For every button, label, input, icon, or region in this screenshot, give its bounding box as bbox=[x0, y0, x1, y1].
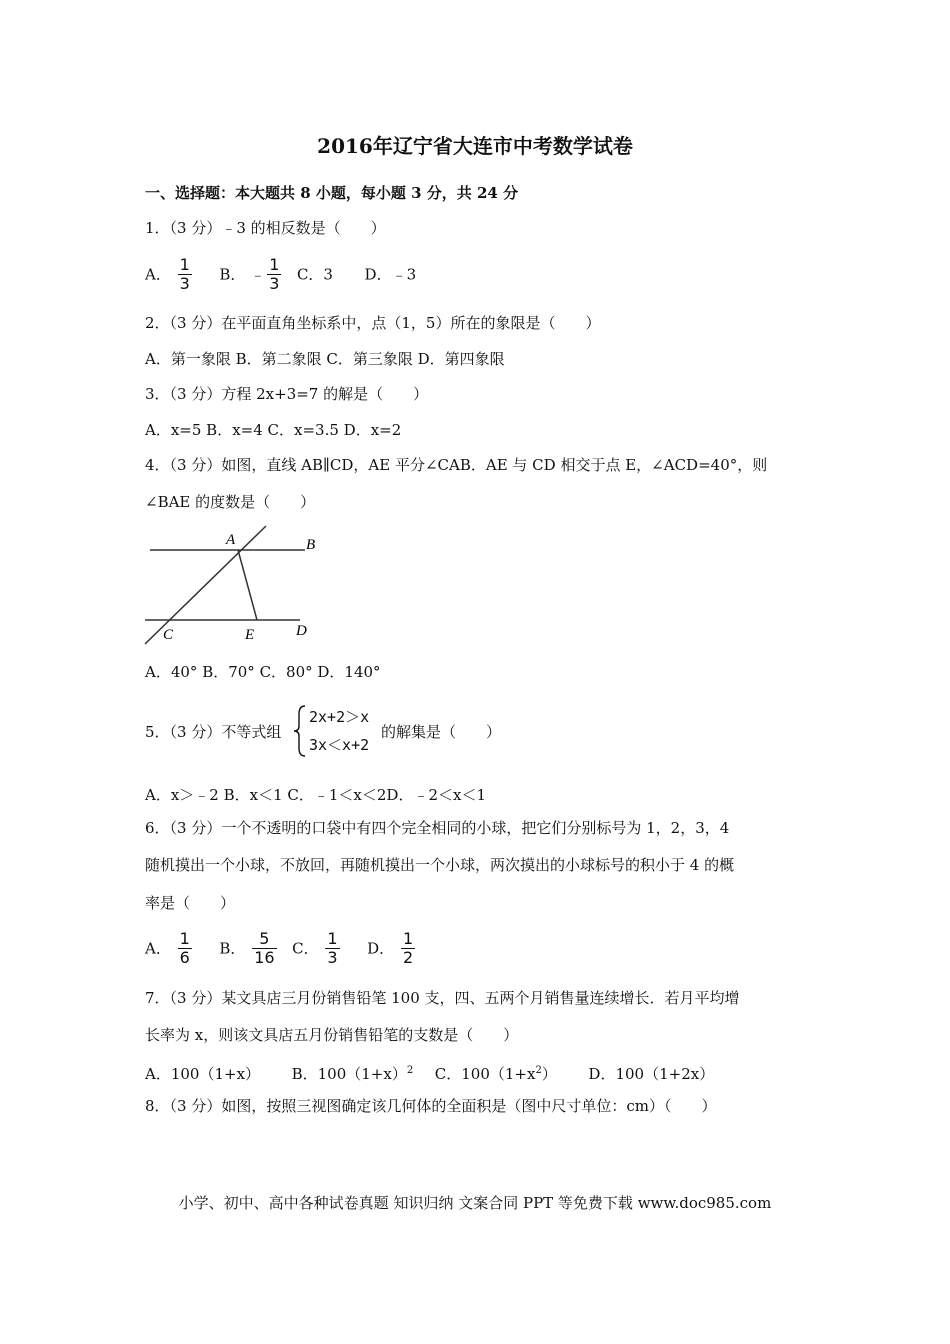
q1-b-sign: ﹣ bbox=[250, 265, 266, 284]
q7-b-sup: 2 bbox=[406, 1065, 414, 1076]
q1-options bbox=[145, 256, 416, 293]
q1-a-label: A． bbox=[145, 265, 171, 284]
q6-b-den: 16 bbox=[254, 948, 275, 967]
q6-b-label: B． bbox=[219, 939, 246, 958]
q6-b-fraction bbox=[252, 930, 276, 967]
q6-d-fraction bbox=[401, 930, 415, 967]
q6-c-num: 1 bbox=[327, 929, 338, 948]
page-title: 2016年辽宁省大连市中考数学试卷 bbox=[317, 134, 633, 158]
q6-c-den: 3 bbox=[327, 948, 338, 967]
q7-d: D．100（1+2x） bbox=[588, 1065, 715, 1083]
q7-b: B．100（1+x） bbox=[291, 1065, 407, 1083]
brace-icon bbox=[293, 704, 307, 758]
label-e: E bbox=[245, 627, 255, 643]
q6-c-fraction bbox=[325, 930, 339, 967]
q4-stem-line2: ∠BAE 的度数是（ ） bbox=[145, 493, 316, 511]
q6-options bbox=[145, 930, 417, 967]
q6-stem-line3: 率是（ ） bbox=[145, 894, 236, 912]
q7-options bbox=[145, 1061, 714, 1084]
label-b: B bbox=[306, 537, 316, 553]
q8-stem: 8．（3 分）如图，按照三视图确定该几何体的全面积是（图中尺寸单位：cm）（ ） bbox=[145, 1097, 717, 1115]
q4-options: A．40° B．70° C．80° D．140° bbox=[145, 663, 381, 681]
label-d: D bbox=[296, 623, 307, 639]
q6-b-num: 5 bbox=[252, 930, 276, 949]
q6-d-den: 2 bbox=[402, 948, 414, 967]
q5-inequality-1: 2x+2＞x bbox=[309, 708, 370, 726]
q1-c: C．3 bbox=[296, 265, 333, 284]
q1-a-den: 3 bbox=[179, 274, 190, 293]
q1-d: D．﹣3 bbox=[364, 265, 417, 284]
q6-d-label: D． bbox=[367, 939, 395, 958]
page-footer: 小学、初中、高中各种试卷真题 知识归纳 文案合同 PPT 等免费下载 www.doc985.com bbox=[178, 1194, 772, 1212]
q1-b-den: 3 bbox=[269, 274, 280, 293]
q1-a-num: 1 bbox=[179, 255, 190, 274]
q1-a-fraction bbox=[178, 256, 192, 293]
q6-a-label: A． bbox=[145, 939, 171, 958]
q5-options: A．x＞﹣2 B．x＜1 C．﹣1＜x＜2D．﹣2＜x＜1 bbox=[145, 786, 486, 804]
q6-a-den: 6 bbox=[179, 948, 190, 967]
section-heading: 一、选择题：本大题共 8 小题，每小题 3 分，共 24 分 bbox=[145, 184, 519, 202]
q7-c-post: ） bbox=[541, 1065, 557, 1083]
q7-c-pre: C．100（1+x bbox=[434, 1065, 536, 1083]
q4-figure bbox=[140, 522, 340, 650]
q7-stem-line1: 7．（3 分）某文具店三月份销售铅笔 100 支，四、五两个月销售量连续增长．若月平均增 bbox=[145, 989, 740, 1007]
q3-options: A．x=5 B．x=4 C．x=3.5 D．x=2 bbox=[145, 421, 402, 439]
q7-stem-line2: 长率为 x，则该文具店五月份销售铅笔的支数是（ ） bbox=[145, 1026, 519, 1044]
q1-b-label: B． bbox=[219, 265, 246, 284]
label-c: C bbox=[163, 627, 174, 643]
q1-stem: 1．（3 分）﹣3 的相反数是（ ） bbox=[145, 219, 386, 237]
q5-stem-pre: 5．（3 分）不等式组 bbox=[145, 723, 282, 741]
q6-stem-line1: 6．（3 分）一个不透明的口袋中有四个完全相同的小球，把它们分别标号为 1，2，3，4 bbox=[145, 819, 730, 837]
q2-stem: 2．（3 分）在平面直角坐标系中，点（1，5）所在的象限是（ ） bbox=[145, 314, 601, 332]
q6-d-num: 1 bbox=[402, 929, 414, 948]
q5-stem-post: 的解集是（ ） bbox=[381, 723, 502, 741]
q6-a-fraction bbox=[178, 930, 192, 967]
segment-ae bbox=[238, 550, 257, 620]
q6-stem-line2: 随机摸出一个小球，不放回，再随机摸出一个小球，两次摸出的小球标号的积小于 4 的概 bbox=[145, 856, 735, 874]
q7-a: A．100（1+x） bbox=[145, 1065, 261, 1083]
q4-stem-line1: 4．（3 分）如图，直线 AB∥CD，AE 平分∠CAB．AE 与 CD 相交于点 E，∠ACD=40°，则 bbox=[145, 456, 768, 474]
q1-b-fraction bbox=[267, 256, 281, 293]
q2-options: A．第一象限 B．第二象限 C．第三象限 D．第四象限 bbox=[145, 350, 505, 368]
q3-stem: 3．（3 分）方程 2x+3=7 的解是（ ） bbox=[145, 385, 429, 403]
q5-inequality-2: 3x＜x+2 bbox=[309, 736, 370, 754]
label-a: A bbox=[226, 532, 236, 548]
q7-c-sup: 2 bbox=[535, 1065, 542, 1076]
q6-a-num: 1 bbox=[179, 929, 190, 948]
q1-b-num: 1 bbox=[269, 255, 280, 274]
q6-c-label: C． bbox=[292, 939, 319, 958]
